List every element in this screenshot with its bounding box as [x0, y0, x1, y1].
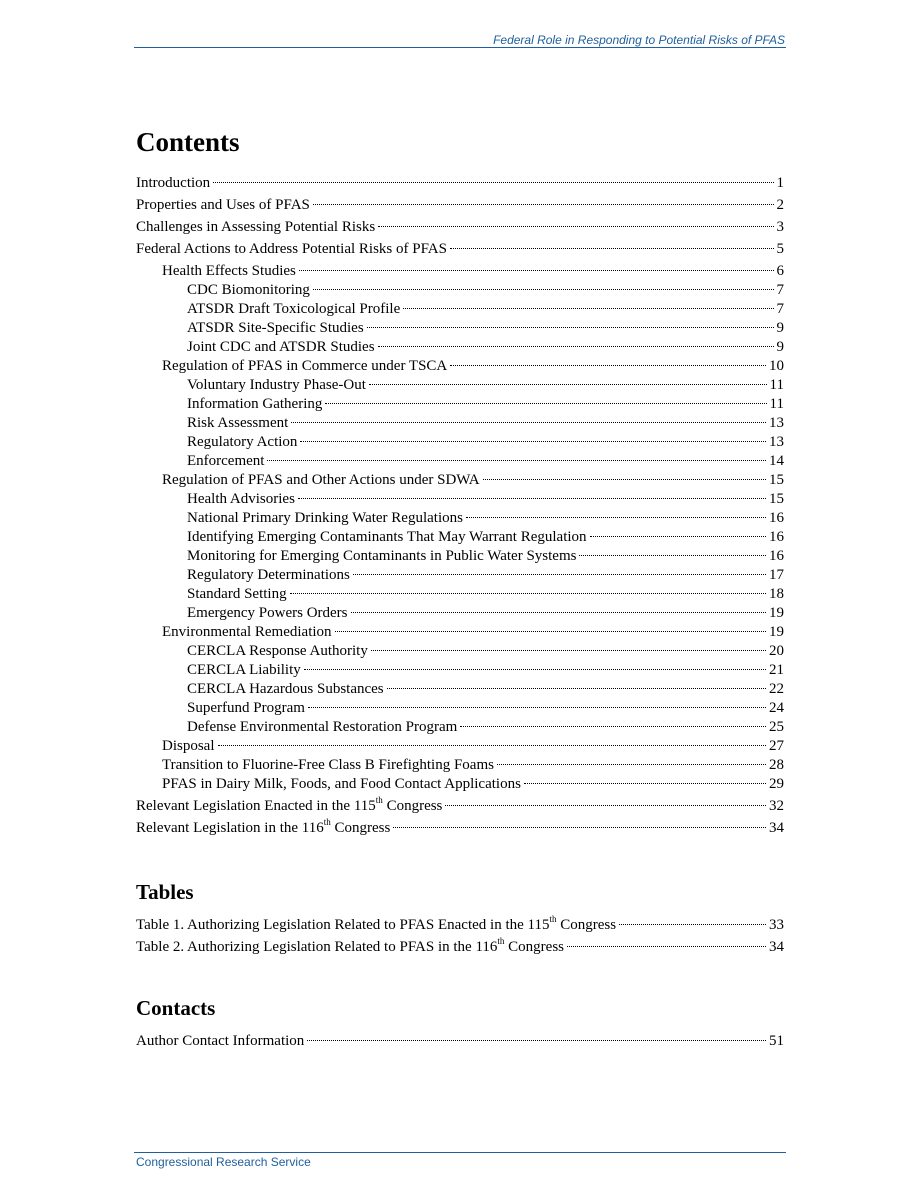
toc-entry-title: ATSDR Draft Toxicological Profile: [187, 301, 401, 317]
dot-leader: [371, 650, 766, 651]
toc-entry-title: Monitoring for Emerging Contaminants in Public Water Systems: [187, 548, 577, 564]
toc-entry-page: 16: [769, 529, 784, 545]
dot-leader: [567, 946, 766, 947]
dot-leader: [313, 204, 774, 205]
toc-entry-title: Regulation of PFAS and Other Actions under SDWA: [162, 472, 480, 488]
toc-entry-sdwa[interactable]: [136, 471, 784, 490]
toc-entry-npdwr[interactable]: [136, 509, 784, 528]
header-rule: [134, 47, 786, 48]
dot-leader: [378, 226, 773, 227]
toc-entry-health-effects[interactable]: [136, 262, 784, 281]
toc-entry-atsdr-site[interactable]: [136, 319, 784, 338]
dot-leader: [307, 1040, 766, 1041]
toc-entry-title: ATSDR Site-Specific Studies: [187, 320, 364, 336]
toc-entry-page: 11: [769, 396, 784, 412]
toc-entry-firefighting-foams[interactable]: [136, 756, 784, 775]
toc-entry-title: Challenges in Assessing Potential Risks: [136, 219, 376, 235]
dot-leader: [290, 593, 766, 594]
toc-entry-title: Environmental Remediation: [162, 624, 332, 640]
toc-entry-title: Transition to Fluorine-Free Class B Firefighting Foams: [162, 757, 494, 773]
toc-entry-legislation-115[interactable]: [136, 797, 784, 816]
tables-heading: Tables: [136, 880, 194, 904]
toc-entry-federal-actions[interactable]: [136, 240, 784, 259]
toc-entry-title: Introduction: [136, 175, 211, 191]
toc-entry-page: 13: [769, 415, 784, 431]
toc-entry-title: CDC Biomonitoring: [187, 282, 310, 298]
toc-entry-page: 6: [776, 263, 784, 279]
dot-leader: [304, 669, 766, 670]
toc-entry-title: Emergency Powers Orders: [187, 605, 348, 621]
toc-entry-title: Relevant Legislation Enacted in the 115th Congress: [136, 795, 443, 814]
toc-entry-title: Enforcement: [187, 453, 265, 469]
toc-entry-superfund[interactable]: [136, 699, 784, 718]
toc-entry-challenges[interactable]: [136, 218, 784, 237]
toc-entry-page: 7: [776, 301, 784, 317]
dot-leader: [393, 827, 766, 828]
toc-entry-page: 9: [776, 320, 784, 336]
toc-entry-page: 2: [776, 197, 784, 213]
toc-entry-page: 32: [769, 798, 784, 814]
toc-entry-title: Table 1. Authorizing Legislation Related to PFAS Enacted in the 115th Congress: [136, 914, 617, 933]
toc-entry-page: 21: [769, 662, 784, 678]
toc-entry-title: Risk Assessment: [187, 415, 289, 431]
toc-entry-legislation-116[interactable]: [136, 819, 784, 838]
toc-entry-emergency-powers[interactable]: [136, 604, 784, 623]
dot-leader: [403, 308, 773, 309]
toc-entry-regulatory-determinations[interactable]: [136, 566, 784, 585]
toc-entry-page: 17: [769, 567, 784, 583]
toc-entry-page: 28: [769, 757, 784, 773]
dot-leader: [335, 631, 766, 632]
toc-entry-cdc-biomonitoring[interactable]: [136, 281, 784, 300]
toc-entry-enforcement[interactable]: [136, 452, 784, 471]
toc-entry-cercla-hazardous[interactable]: [136, 680, 784, 699]
dot-leader: [369, 384, 767, 385]
toc-entry-title: CERCLA Hazardous Substances: [187, 681, 384, 697]
toc-entry-title: Joint CDC and ATSDR Studies: [187, 339, 375, 355]
toc-entry-page: 7: [776, 282, 784, 298]
dot-leader: [497, 764, 766, 765]
toc-entry-title: Superfund Program: [187, 700, 305, 716]
tables-list: [136, 916, 784, 957]
toc-entry-title: National Primary Drinking Water Regulations: [187, 510, 463, 526]
toc-entry-page: 15: [769, 491, 784, 507]
toc-entry-page: 22: [769, 681, 784, 697]
toc-entry-title: Identifying Emerging Contaminants That May Warrant Regulation: [187, 529, 587, 545]
toc-entry-page: 19: [769, 624, 784, 640]
toc-entry-title: Health Advisories: [187, 491, 295, 507]
toc-entry-page: 14: [769, 453, 784, 469]
toc-entry-standard-setting[interactable]: [136, 585, 784, 604]
toc-entry-derp[interactable]: [136, 718, 784, 737]
toc-entry-author-contact[interactable]: [136, 1032, 784, 1051]
dot-leader: [524, 783, 766, 784]
toc-entry-page: 27: [769, 738, 784, 754]
toc-entry-page: 16: [769, 510, 784, 526]
toc-entry-properties[interactable]: [136, 196, 784, 215]
toc-entry-tsca[interactable]: [136, 357, 784, 376]
toc-entry-page: 29: [769, 776, 784, 792]
toc-entry-title: Author Contact Information: [136, 1033, 305, 1049]
toc-entry-title: PFAS in Dairy Milk, Foods, and Food Contact Applications: [162, 776, 521, 792]
toc-entry-title: Relevant Legislation in the 116th Congress: [136, 817, 391, 836]
dot-leader: [299, 270, 774, 271]
toc-entry-title: Properties and Uses of PFAS: [136, 197, 310, 213]
dot-leader: [267, 460, 766, 461]
toc-entry-page: 18: [769, 586, 784, 602]
toc-entry-page: 13: [769, 434, 784, 450]
toc-entry-cercla-response[interactable]: [136, 642, 784, 661]
toc-entry-identifying-contaminants[interactable]: [136, 528, 784, 547]
toc-entry-health-advisories[interactable]: [136, 490, 784, 509]
dot-leader: [313, 289, 774, 290]
toc-entry-remediation[interactable]: [136, 623, 784, 642]
dot-leader: [619, 924, 766, 925]
toc-entry-cercla-liability[interactable]: [136, 661, 784, 680]
toc-entry-page: 51: [769, 1033, 784, 1049]
footer-rule: [134, 1152, 786, 1153]
toc-entry-title: Regulatory Determinations: [187, 567, 350, 583]
toc-entry-risk-assessment[interactable]: [136, 414, 784, 433]
dot-leader: [218, 745, 767, 746]
toc-entry-title: Federal Actions to Address Potential Risks of PFAS: [136, 241, 447, 257]
toc-entry-atsdr-profile[interactable]: [136, 300, 784, 319]
toc-entry-joint-studies[interactable]: [136, 338, 784, 357]
toc-entry-table-1[interactable]: [136, 916, 784, 935]
toc-entry-page: 9: [776, 339, 784, 355]
toc-entry-page: 33: [769, 917, 784, 933]
dot-leader: [325, 403, 766, 404]
toc-entry-title: Voluntary Industry Phase-Out: [187, 377, 366, 393]
toc-entry-page: 34: [769, 820, 784, 836]
toc-entry-page: 11: [769, 377, 784, 393]
dot-leader: [300, 441, 766, 442]
dot-leader: [298, 498, 766, 499]
toc-entry-disposal[interactable]: [136, 737, 784, 756]
dot-leader: [387, 688, 766, 689]
toc-entry-introduction[interactable]: [136, 174, 784, 193]
toc-entry-phase-out[interactable]: [136, 376, 784, 395]
toc-entry-page: 19: [769, 605, 784, 621]
toc-entry-title: CERCLA Liability: [187, 662, 301, 678]
toc-entry-dairy-foods[interactable]: [136, 775, 784, 794]
dot-leader: [291, 422, 766, 423]
dot-leader: [367, 327, 774, 328]
toc-entry-title: Health Effects Studies: [162, 263, 296, 279]
toc-entry-page: 24: [769, 700, 784, 716]
toc-entry-title: Information Gathering: [187, 396, 323, 412]
toc-entry-title: Table 2. Authorizing Legislation Related to PFAS in the 116th Congress: [136, 936, 565, 955]
toc-entry-title: Defense Environmental Restoration Program: [187, 719, 458, 735]
contents-heading: Contents: [136, 127, 240, 157]
toc-entry-page: 3: [776, 219, 784, 235]
footer-label: Congressional Research Service: [136, 1155, 311, 1169]
dot-leader: [579, 555, 766, 556]
toc-entry-page: 34: [769, 939, 784, 955]
dot-leader: [378, 346, 774, 347]
dot-leader: [450, 248, 774, 249]
toc-entry-title: Disposal: [162, 738, 215, 754]
toc-entry-page: 10: [769, 358, 784, 374]
toc-entry-page: 1: [776, 175, 784, 191]
dot-leader: [353, 574, 766, 575]
dot-leader: [351, 612, 766, 613]
contacts-list: [136, 1032, 784, 1051]
toc-entry-title: Standard Setting: [187, 586, 287, 602]
toc-entry-title: Regulatory Action: [187, 434, 298, 450]
dot-leader: [308, 707, 766, 708]
dot-leader: [483, 479, 766, 480]
dot-leader: [445, 805, 766, 806]
toc-entry-page: 16: [769, 548, 784, 564]
dot-leader: [450, 365, 766, 366]
running-header: Federal Role in Responding to Potential Risks of PFAS: [493, 33, 785, 47]
toc-entry-page: 15: [769, 472, 784, 488]
dot-leader: [460, 726, 766, 727]
toc-entry-regulatory-action[interactable]: [136, 433, 784, 452]
toc-entry-page: 25: [769, 719, 784, 735]
dot-leader: [466, 517, 766, 518]
contacts-heading: Contacts: [136, 996, 216, 1020]
contents-list: [136, 174, 784, 838]
toc-entry-table-2[interactable]: [136, 938, 784, 957]
toc-entry-page: 20: [769, 643, 784, 659]
toc-entry-title: Regulation of PFAS in Commerce under TSCA: [162, 358, 448, 374]
toc-entry-title: CERCLA Response Authority: [187, 643, 368, 659]
toc-entry-monitoring-contaminants[interactable]: [136, 547, 784, 566]
toc-entry-page: 5: [776, 241, 784, 257]
dot-leader: [590, 536, 766, 537]
dot-leader: [213, 182, 773, 183]
toc-entry-info-gathering[interactable]: [136, 395, 784, 414]
